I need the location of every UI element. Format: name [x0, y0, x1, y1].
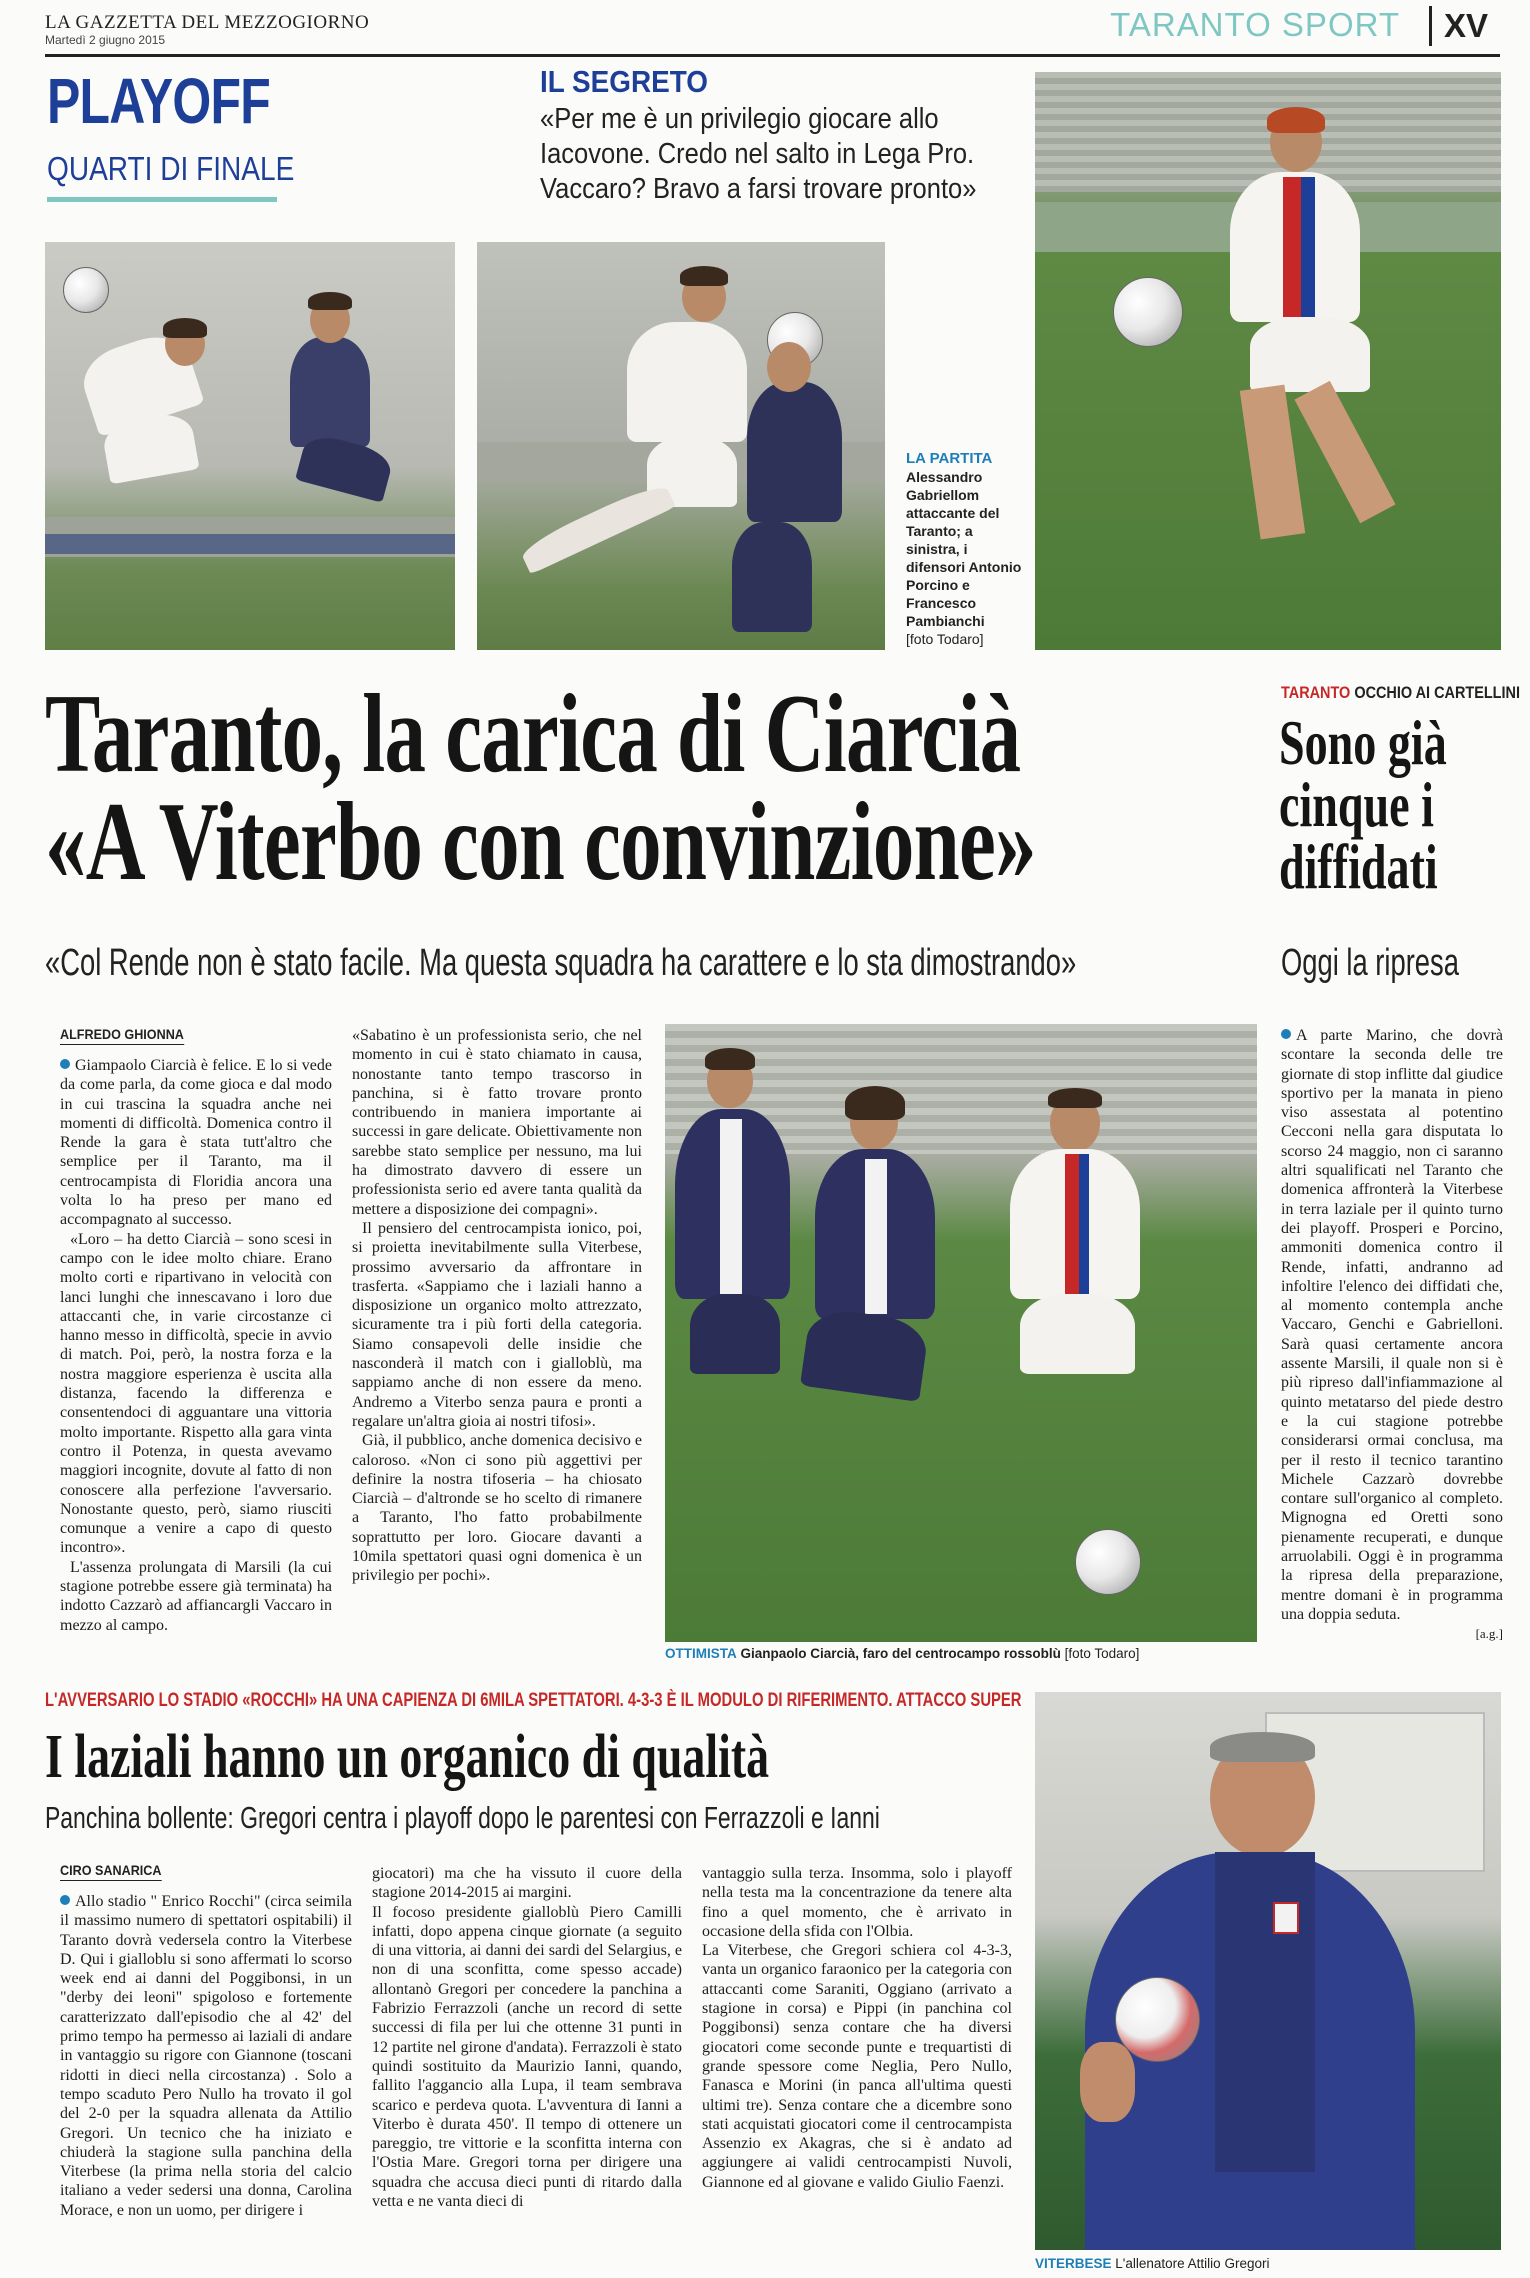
segreto-quote: «Per me è un privilegio giocare allo Iacovone. Credo nel salto in Lega Pro. Vaccaro? Bravo a farsi trovare pronto» — [540, 103, 977, 205]
photo-striker — [1035, 72, 1501, 650]
adv-col1-text: Allo stadio " Enrico Rocchi" (circa seimila il massimo numero di spettatori ospitabili) il Taranto dovrà vedersela contro la Viterbese D. Qui i gialloblu si sono affermati lo scorso week end ai danni del Poggibonsi, in un "derby dei leoni" spigoloso e fortemente caratterizzato dall'episodio che al 42' del primo tempo ha permesso ai laziali di andare in vantaggio su rigore con Giannone (toscani ridotti in dieci nella circostanza) . Solo a tempo scaduto Pero Nullo ha trovato il gol del 2-0 per la squadra allenata da Attilio Gregori. Un tecnico che ha iniziato e chiuderà la stagione sulla panchina della Viterbese (la prima nella storia del calcio italiano a veder sedersi una donna, Carolina Morace, e non un uomo, per dirigere i — [60, 1893, 352, 2219]
kicker-title: PLAYOFF — [47, 65, 270, 137]
main-col2-p2: Il pensiero del centrocampista ionico, poi, si proietta inevitabilmente sulla Viterbese, prossimo avversario da affrontare in trasferta. «Sappiamo che i laziali hanno a disposizione un organico molto attrezzato, sicuramente tra i più forti della categoria. Siamo consapevoli delle insidie che nasconderà il match con i gialloblù, ma sappiamo anche di non essere da meno. Andremo a Viterbo senza paura e pronti a regalare un'altra gioia ai nostri tifosi». — [352, 1219, 642, 1430]
main-col1-p2: «Loro – ha detto Ciarcià – sono scesi in campo con le idee molto chiare. Erano molto corti e ripartivano in velocità con lanci lunghi che innescavano i loro due attaccanti che, in varie circostanze ci hanno messo in difficoltà, specie in avvio di match. Poi, però, la nostra forza e la nostra maggiore esperienza è uscita alla distanza, facendo la differenza e consentendoci di agguantare una vittoria molto importante. Rispetto alla gara vinta contro il Potenza, in questa avevamo maggiori incognite, dovute al fatto di non conoscere alla perfezione l'avversario. Nonostante questo, però, siamo riusciti comunque a venire a capo di questo incontro». — [60, 1230, 332, 1557]
caption-viterbese-label: VITERBESE — [1035, 2256, 1112, 2271]
caption-viterbese-text: L'allenatore Attilio Gregori — [1115, 2256, 1270, 2271]
top-rule — [45, 54, 1500, 57]
side-kicker-text: OCCHIO AI CARTELLINI — [1354, 683, 1520, 702]
adv-kicker-red: L'AVVERSARIO — [45, 1690, 155, 1711]
caption-ottimista — [665, 1646, 1265, 1661]
main-col-2 — [352, 1026, 642, 1586]
photo-ciarcia — [665, 1024, 1257, 1642]
bullet-dot — [1281, 1029, 1291, 1039]
segreto-label: IL SEGRETO — [540, 64, 708, 99]
main-byline: ALFREDO GHIONNA — [60, 1026, 184, 1045]
photo-tackle — [477, 242, 885, 650]
caption-ottimista-text: Gianpaolo Ciarcià, faro del centrocampo rossoblù — [740, 1646, 1061, 1661]
adv-byline: CIRO SANARICA — [60, 1862, 162, 1881]
photo-header-duel — [45, 242, 455, 650]
adv-col-2: giocatori) ma che ha vissuto il cuore della stagione 2014-2015 ai margini. Il focoso presidente gialloblù Piero Camilli infatti, dopo appena cinque giornate (a seguito di una vittoria, ai danni dei sardi del Selargius, e non di una sconfitta, come spesso accade) allontanò Gregori per concedere la panchina a Fabrizio Ferrazzoli (anche un record di sette successi di fila per lui che ottenne 31 punti in 12 partite nel girone d'andata). Ferrazzoli è stato quindi sostituito da Maurizio Ianni, quando, fallito l'aggancio alla Lupa, il team sembrava scarico e perdeva quota. L'avventura di Ianni a Viterbo è durata 450'. Il tempo di ottenere un pareggio, tre vittorie e la sconfitta interna con l'Ostia Mare. Gregori torna per dirigere una squadra che accusa dieci punti di ritardo dalla vetta e ne vanta dieci di — [372, 1865, 682, 2211]
caption-ottimista-credit: [foto Todaro] — [1064, 1646, 1140, 1661]
main-headline-line1: Taranto, la carica di Ciarcià — [45, 672, 1021, 796]
adv-headline: I laziali hanno un organico di qualità — [45, 1723, 770, 1791]
caption-viterbese — [1035, 2256, 1269, 2271]
caption-partita-credit: [foto Todaro] — [906, 631, 984, 647]
bullet-dot — [60, 1895, 70, 1905]
caption-partita-label: LA PARTITA — [906, 450, 993, 467]
caption-partita — [906, 450, 1026, 648]
adv-kicker — [45, 1690, 1021, 1712]
main-col-1 — [60, 1056, 332, 1635]
adv-subhead: Panchina bollente: Gregori centra i playoff dopo le parentesi con Ferrazzoli e Ianni — [45, 1800, 880, 1835]
adv-kicker-text: LO STADIO «ROCCHI» HA UNA CAPIENZA DI 6MILA SPETTATORI. 4-3-3 È IL MODULO DI RIFERIMENTO. ATTACCO SUPER — [158, 1690, 1022, 1711]
side-subhead: Oggi la ripresa — [1281, 942, 1459, 984]
main-col1-p1 — [60, 1056, 332, 1230]
side-kicker — [1281, 683, 1520, 703]
bullet-dot — [60, 1059, 70, 1069]
main-subhead: «Col Rende non è stato facile. Ma questa squadra ha carattere e lo sta dimostrando» — [45, 942, 1077, 984]
section-title: TARANTO SPORT — [1110, 6, 1400, 43]
masthead-paper: LA GAZZETTA DEL MEZZOGIORNO — [45, 12, 370, 33]
adv-col-1 — [60, 1892, 352, 2220]
side-signature: [a.g.] — [1475, 1626, 1503, 1642]
adv-col-3: vantaggio sulla terza. Insomma, solo i playoff nella testa ma la concentrazione da tenere alta fino a quel momento, che è arrivato in occasione della sfida con l'Olbia. La Viterbese, che Gregori schiera col 4-3-3, vanta un organico faraonico per la categoria con attaccanti come Saraniti, Oggiano (arrivato a stagione in corsa) e Pippi (in panchina col Poggibonsi) senza contare che ha diversi giocatori come seconde punte e trequartisti di grande spessore come Neglia, Pero Nullo, Fanasca e Morini (in panca all'ultima questi ultimi tre). Senza contare che a dicembre sono stati acquistati giocatori come il centrocampista Assenzio ex Akagras, che si è andato ad aggiungere ai validi centrocampisti Nuvoli, Giannone ed al giovane e valido Giulio Faenzi. — [702, 1865, 1012, 2191]
masthead-date: Martedì 2 giugno 2015 — [45, 33, 166, 47]
caption-ottimista-label: OTTIMISTA — [665, 1646, 737, 1661]
main-col2-p3: Già, il pubblico, anche domenica decisivo e caloroso. «Non ci sono più aggettivi per definire la nostra tifoseria – ha chiosato Ciarcià – d'altronde se ho scelto di rimanere a Taranto, l'ho fatto probabilmente soprattutto per loro. Giocare davanti a 10mila spettatori quasi ogni domenica è un privilegio per pochi». — [352, 1432, 642, 1585]
main-col2-p1: «Sabatino è un professionista serio, che nel momento in cui è stato chiamato in causa, nonostante tanto tempo trascorso in panchina, si è fatto trovare pronto contribuendo in maniera importante ai successi in gare delicate. Obiettivamente non sarebbe stato semplice per nessuno, ma lui ha dimostrato davvero di essere un professionista serio ed avere tanta qualità da mettere a disposizione dei compagni». — [352, 1027, 642, 1218]
side-headline: Sono già cinque i diffidati — [1279, 707, 1447, 902]
page-number: XV — [1429, 6, 1488, 46]
photo-coach — [1035, 1692, 1501, 2250]
kicker-underline — [47, 197, 277, 202]
caption-partita-text: Alessandro Gabriellom attaccante del Taranto; a sinistra, i difensori Antonio Porcino e Francesco Pambianchi — [906, 469, 1022, 629]
main-col1-p1-text: Giampaolo Ciarcià è felice. E lo si vede da come parla, da come gioca e dal modo in cui trascina la squadra anche nei momenti di difficoltà. Domenica contro il Rende la gara è stata tutt'altro che semplice per il Taranto, ma il centrocampista di Floridia ancora una volta lo ha preso per mano ed accompagnato al successo. — [60, 1057, 332, 1229]
main-col1-p3: L'assenza prolungata di Marsili (la cui stagione potrebbe essere già terminata) ha indotto Cazzarò ad affiancargli Vaccaro in mezzo al campo. — [60, 1558, 332, 1634]
side-body-text: A parte Marino, che dovrà scontare la seconda delle tre giornate di stop inflitte dal giudice sportivo per la manata in pieno viso assestata al potentino Cecconi nella gara disputata lo scorso 24 maggio, non ci saranno altri squalificati nel Taranto che domenica affronterà la Viterbese in terra laziale per il quinto turno dei playoff. Prosperi e Porcino, ammoniti domenica contro il Rende, infatti, andranno ad infoltire l'elenco dei diffidati che, al momento contempla anche Vaccaro, Genchi e Gabrielloni. Sarà quasi certamente ancora assente Marsili, il quale non si è più ripreso dall'infiammazione al quinto metatarso del piede destro e la cui stagione potrebbe considerarsi ormai conclusa, ma per il resto il tecnico tarantino Michele Cazzarò dovrebbe contare sull'organico al completo. Mignogna ed Oretti sono pienamente recuperati, e dunque arruolabili. Oggi è in programma la ripresa della preparazione, mentre domani è in programma una doppia seduta. — [1281, 1027, 1503, 1623]
side-kicker-red: TARANTO — [1281, 683, 1351, 702]
main-headline-line2: «A Viterbo con convinzione» — [45, 780, 1036, 904]
side-body-p — [1281, 1026, 1503, 1624]
side-body — [1281, 1026, 1503, 1644]
adv-col1-p — [60, 1892, 352, 2220]
kicker-subtitle: QUARTI DI FINALE — [47, 150, 295, 187]
main-headline — [45, 672, 1036, 904]
